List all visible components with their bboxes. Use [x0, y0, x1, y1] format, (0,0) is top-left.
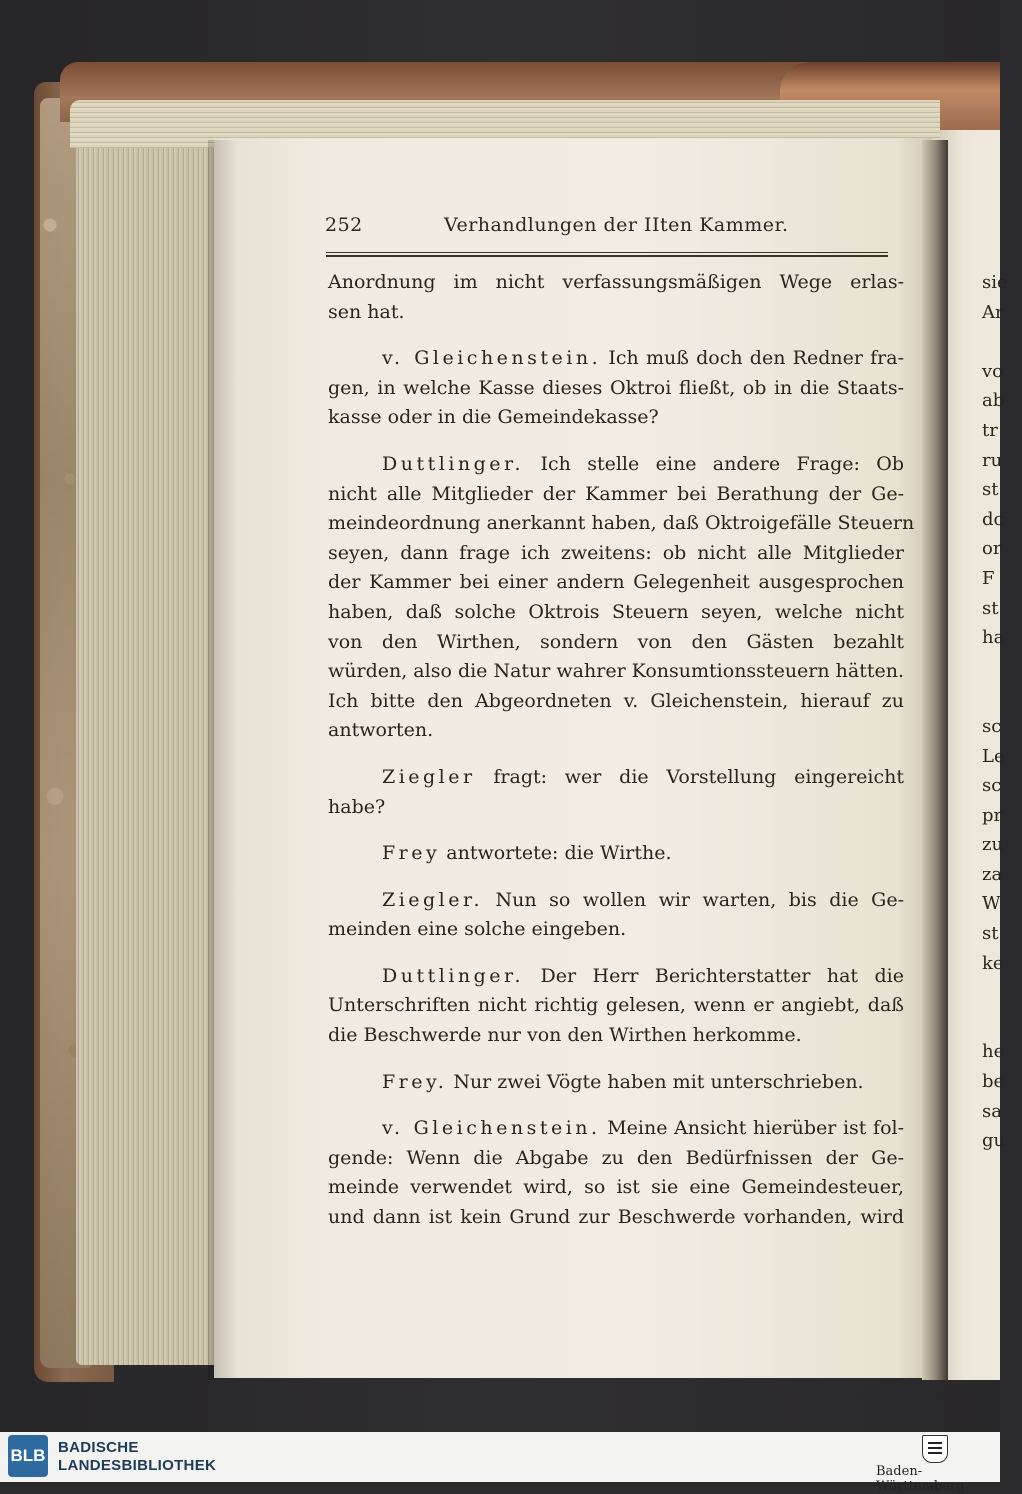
- text-line: die Beschwerde nur von den Wirthen herkomme.: [328, 1024, 802, 1047]
- coat-of-arms-icon: [922, 1435, 948, 1463]
- text-span: Nur zwei Vögte haben mit unterschrieben.: [453, 1070, 864, 1093]
- text-span: Meine Ansicht hierüber ist fol-: [607, 1117, 904, 1140]
- right-page-fragment: dc: [982, 508, 1004, 530]
- right-page-fragment: F: [982, 567, 995, 589]
- text-line: [328, 886, 904, 916]
- right-page-fragment: ab: [982, 390, 1005, 412]
- text-line: [328, 450, 904, 480]
- right-page-fragment: vo: [982, 360, 1004, 382]
- text-span: Nun so wollen wir warten, bis die Ge-: [495, 888, 905, 911]
- right-page-fragment: [982, 653, 1022, 683]
- text-line: antworten.: [328, 719, 434, 742]
- page-number: 252: [325, 214, 363, 236]
- speaker-name: Ziegler.: [382, 888, 484, 911]
- right-page-fragment: zu: [982, 834, 1004, 856]
- paragraph-8: [328, 1068, 904, 1098]
- text-line: gende: Wenn die Abgabe zu den Bedürfnissen der Ge-: [328, 1146, 904, 1169]
- paragraph-2: [328, 344, 904, 433]
- text-line: der Kammer bei einer andern Gelegenheit ausgesprochen: [328, 571, 904, 594]
- right-page-fragment: [982, 682, 1022, 712]
- library-name[interactable]: [58, 1439, 216, 1475]
- right-page-fragment: or: [982, 538, 1002, 560]
- text-line: und dann ist kein Grund zur Beschwerde vorhanden, wird: [328, 1206, 904, 1229]
- right-page-fragment: he: [982, 1041, 1005, 1063]
- text-line: würden, also die Natur wahrer Konsumtionssteuern hätten.: [328, 660, 905, 683]
- library-name-line2: LANDESBIBLIOTHEK: [58, 1457, 217, 1474]
- speaker-name: Frey: [382, 842, 441, 865]
- text-line: Ich bitte den Abgeordneten v. Gleichenstein, hierauf zu: [328, 689, 904, 712]
- right-page-fragment: W: [982, 893, 1001, 915]
- text-line: [328, 839, 904, 869]
- right-page-fragment: za: [982, 863, 1003, 885]
- text-span: antwortete: die Wirthe.: [446, 842, 672, 865]
- speaker-name: Duttlinger.: [382, 452, 525, 475]
- right-page-text: [982, 268, 1022, 1156]
- right-page-fragment: sc: [982, 715, 1002, 737]
- running-head: Verhandlungen der IIten Kammer.: [444, 214, 789, 236]
- text-line: kasse oder in die Gemeindekasse?: [328, 406, 659, 429]
- text-line: sen hat.: [328, 300, 405, 323]
- right-page-fragment: ke: [982, 952, 1004, 974]
- text-line: von den Wirthen, sondern von den Gästen bezahlt: [328, 630, 904, 653]
- right-page-fragment: gu: [982, 1130, 1006, 1152]
- text-line: gen, in welche Kasse dieses Oktroi fließt, ob in die Staats-: [328, 376, 904, 399]
- speaker-name: v. Gleichenstein.: [382, 1117, 601, 1140]
- paragraph-7: [328, 962, 904, 1051]
- text-line: [328, 763, 904, 793]
- right-page-fragment: sc: [982, 775, 1002, 797]
- header-rule-thick: [326, 255, 888, 257]
- paragraph-9: [328, 1114, 904, 1232]
- speaker-name: Ziegler: [382, 765, 476, 788]
- text-span: Ich muß doch den Redner fra-: [608, 347, 904, 370]
- book-gutter: [922, 140, 948, 1380]
- paragraph-3: [328, 450, 915, 746]
- text-line: habe?: [328, 795, 386, 818]
- right-page-fragment: tr: [982, 419, 998, 441]
- text-line: [328, 1068, 904, 1098]
- right-page-fragment: pr: [982, 804, 1003, 826]
- speaker-name: Frey.: [382, 1070, 448, 1093]
- text-line: Unterschriften nicht richtig gelesen, wenn er angiebt, daß: [328, 994, 904, 1017]
- right-page-fragment: sie: [982, 272, 1008, 293]
- paragraph-6: [328, 886, 904, 945]
- header-rule: [326, 252, 888, 253]
- text-line: seyen, dann frage ich zweitens: ob nicht alle Mitglieder: [328, 541, 904, 564]
- library-name-line1: BADISCHE: [58, 1439, 139, 1456]
- right-page-fragment: ha: [982, 627, 1005, 649]
- right-page-fragment: Le: [982, 745, 1005, 767]
- right-page-fragment: st: [982, 479, 999, 501]
- text-line: meindeordnung anerkannt haben, daß Oktroigefälle Steuern: [328, 512, 915, 535]
- speaker-name: Duttlinger.: [382, 964, 525, 987]
- right-page-fragment: Ar: [982, 301, 1004, 323]
- speaker-name: v. Gleichenstein.: [382, 347, 602, 370]
- text-line: nicht alle Mitglieder der Kammer bei Berathung der Ge-: [328, 482, 904, 505]
- page-body: [328, 268, 915, 1233]
- paragraph-4: [328, 763, 904, 822]
- right-page-fragment: [982, 978, 1022, 1008]
- text-line: meinde verwendet wird, so ist sie eine Gemeindesteuer,: [328, 1176, 904, 1199]
- paragraph-5: [328, 839, 904, 869]
- text-line: Anordnung im nicht verfassungsmäßigen Wege erlas-: [328, 271, 904, 293]
- text-line: [328, 1114, 904, 1144]
- right-page-fragment: be: [982, 1071, 1005, 1093]
- right-page-fragment: st: [982, 597, 999, 619]
- right-page-fragment: ru: [982, 449, 1003, 471]
- blb-logo[interactable]: BLB: [8, 1435, 48, 1477]
- right-page-fragment: st: [982, 923, 999, 945]
- text-span: fragt: wer die Vorstellung eingereicht: [493, 765, 904, 788]
- page-shadow: [208, 140, 238, 1380]
- page-edges-left: [76, 100, 226, 1365]
- text-line: meinden eine solche eingeben.: [328, 918, 627, 941]
- right-page-fragment: [982, 327, 1022, 357]
- state-name: Baden-Württemberg: [876, 1464, 965, 1494]
- right-page-fragment: [982, 1008, 1022, 1038]
- text-line: [328, 344, 904, 374]
- right-page-fragment: sa: [982, 1100, 1002, 1122]
- text-span: Der Herr Berichterstatter hat die: [540, 964, 904, 987]
- text-line: [328, 962, 904, 992]
- text-line: haben, daß solche Oktrois Steuern seyen, welche nicht: [328, 600, 904, 623]
- paragraph-1: [328, 268, 904, 327]
- text-span: Ich stelle eine andere Frage: Ob: [540, 452, 904, 475]
